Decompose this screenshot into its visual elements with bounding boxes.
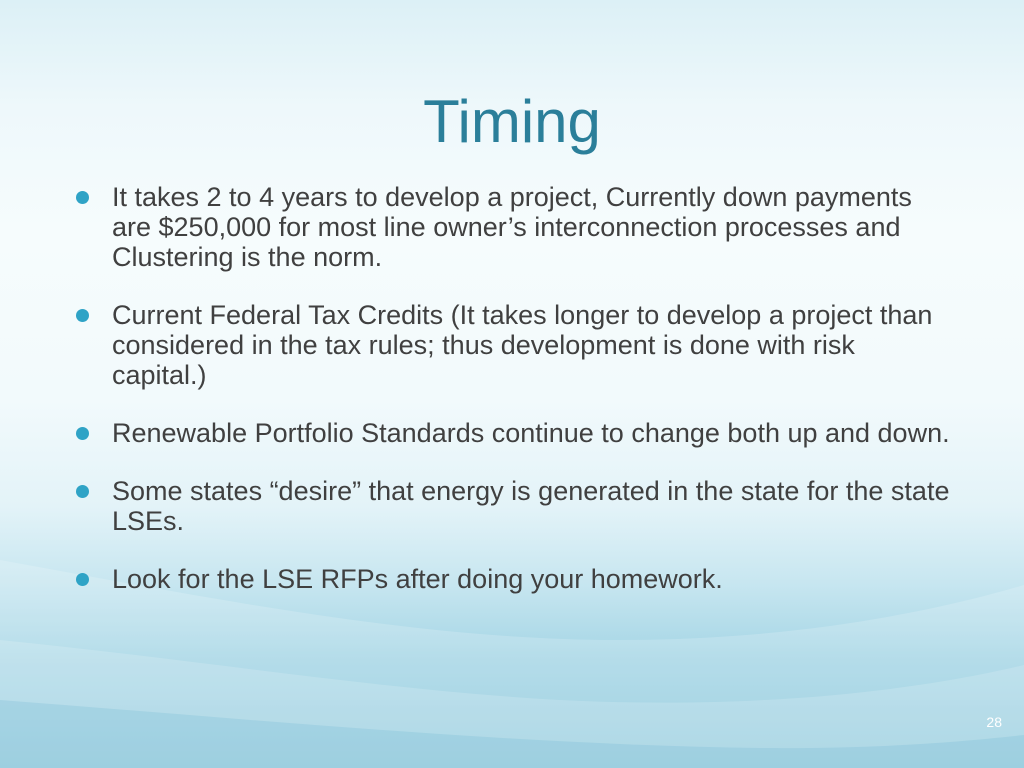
bullet-item (72, 476, 952, 536)
bullet-text: Some states “desire” that energy is generated in the state for the state LSEs. (112, 476, 950, 536)
slide-page-number: 28 (986, 714, 1002, 730)
bullet-text: Renewable Portfolio Standards continue to change both up and down. (112, 418, 950, 448)
bullet-icon (76, 573, 89, 586)
slide-title: Timing (423, 88, 601, 155)
bullet-icon (76, 427, 89, 440)
bullet-item (72, 564, 952, 594)
bullet-text: Look for the LSE RFPs after doing your homework. (112, 564, 723, 594)
bullet-item (72, 182, 952, 272)
bullet-text: It takes 2 to 4 years to develop a project, Currently down payments are $250,000 for most line owner’s interconnection processes and Clustering is the norm. (112, 182, 912, 272)
bullet-icon (76, 309, 89, 322)
bullet-item (72, 300, 952, 390)
bullet-icon (76, 485, 89, 498)
bullet-text: Current Federal Tax Credits (It takes longer to develop a project than considered in the tax rules; thus development is done with risk capital.) (112, 300, 933, 390)
bullet-list (72, 182, 952, 622)
bullet-icon (76, 191, 89, 204)
bullet-item (72, 418, 952, 448)
